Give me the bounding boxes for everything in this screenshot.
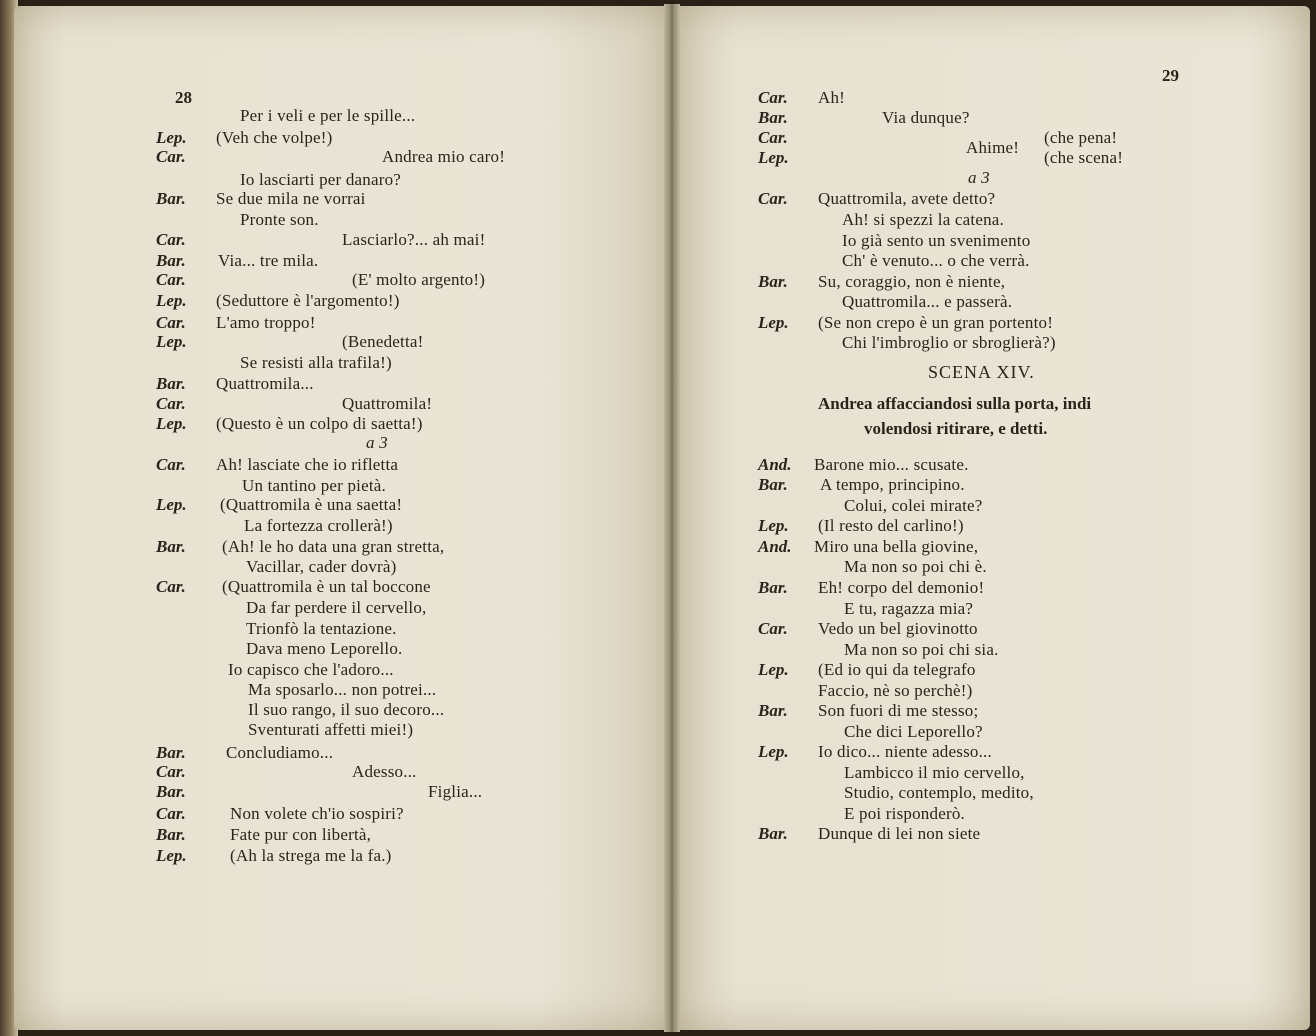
verse-line: Ch' è venuto... o che verrà. <box>842 251 1030 270</box>
verse-line: Lambicco il mio cervello, <box>844 763 1025 782</box>
speaker-label: Lep. <box>156 846 187 865</box>
verse-line: Il suo rango, il suo decoro... <box>248 700 445 719</box>
verse-line: (Se non crepo è un gran portento! <box>818 313 1054 332</box>
speaker-label: Bar. <box>156 782 186 801</box>
verse-line: Vacillar, cader dovrà) <box>246 557 397 576</box>
verse-line: Io dico... niente adesso... <box>818 742 992 761</box>
verse-line: Ah! <box>818 88 846 107</box>
verse-line: a 3 <box>968 168 990 187</box>
verse-line: Figlia... <box>428 782 483 801</box>
speaker-label: Car. <box>156 230 186 249</box>
verse-line: Colui, colei mirate? <box>844 496 983 515</box>
page-number-right: 29 <box>1162 66 1179 85</box>
speaker-label: Bar. <box>156 374 186 393</box>
verse-line: Non volete ch'io sospiri? <box>230 804 404 823</box>
verse-line: (Quattromila è un tal boccone <box>222 577 431 596</box>
verse-line: Quattromila... e passerà. <box>842 292 1013 311</box>
verse-line: E poi risponderò. <box>844 804 965 823</box>
speaker-label: Car. <box>758 619 788 638</box>
speaker-label: Car. <box>156 804 186 823</box>
speaker-label: Lep. <box>758 516 789 535</box>
speaker-label: Lep. <box>156 291 187 310</box>
speaker-label: Car. <box>156 147 186 166</box>
verse-line: Andrea mio caro! <box>382 147 506 166</box>
verse-line: L'amo troppo! <box>216 313 316 332</box>
book-gutter <box>664 4 680 1032</box>
speaker-label: Car. <box>156 270 186 289</box>
speaker-label: Lep. <box>156 128 187 147</box>
verse-line: Dunque di lei non siete <box>818 824 981 843</box>
verse-line: (Benedetta! <box>342 332 424 351</box>
verse-line: (Ah! le ho data una gran stretta, <box>222 537 445 556</box>
verse-line: Sventurati affetti miei!) <box>248 720 414 739</box>
verse-line: (Quattromila è una saetta! <box>220 495 403 514</box>
verse-line: a 3 <box>366 433 388 452</box>
speaker-label: Car. <box>156 394 186 413</box>
speaker-label: Bar. <box>156 825 186 844</box>
speaker-label: Bar. <box>758 701 788 720</box>
speaker-label: Car. <box>758 88 788 107</box>
verse-line: Che dici Leporello? <box>844 722 983 741</box>
speaker-label: Bar. <box>758 578 788 597</box>
speaker-label: Bar. <box>758 272 788 291</box>
verse-line: Ma non so poi chi sia. <box>844 640 999 659</box>
brace-line-1: (che pena! <box>1044 128 1118 147</box>
verse-line: Quattromila! <box>342 394 433 413</box>
speaker-label: Bar. <box>156 743 186 762</box>
speaker-label: Bar. <box>758 475 788 494</box>
verse-line: Adesso... <box>352 762 417 781</box>
verse-line: Quattromila, avete detto? <box>818 189 996 208</box>
verse-line: Vedo un bel giovinotto <box>818 619 978 638</box>
speaker-label: Car. <box>156 313 186 332</box>
verse-line: Io già sento un svenimento <box>842 231 1031 250</box>
speaker-label: Bar. <box>156 189 186 208</box>
verse-line: Fate pur con libertà, <box>230 825 372 844</box>
page-number-left: 28 <box>175 88 192 107</box>
stage-direction-1: Andrea affacciandosi sulla porta, indi <box>818 394 1092 413</box>
verse-line: Barone mio... scusate. <box>814 455 969 474</box>
speaker-label: Lep. <box>156 414 187 433</box>
verse-line: Ah! si spezzi la catena. <box>842 210 1004 229</box>
verse-line: (Veh che volpe!) <box>216 128 333 147</box>
verse-line: Son fuori di me stesso; <box>818 701 979 720</box>
speaker-label: Car. <box>156 455 186 474</box>
verse-line: (E' molto argento!) <box>352 270 486 289</box>
speaker-label: Bar. <box>758 824 788 843</box>
speaker-label: Lep. <box>156 332 187 351</box>
verse-line: Trionfò la tentazione. <box>246 619 397 638</box>
verse-line: Ma non so poi chi è. <box>844 557 987 576</box>
speaker-label: And. <box>758 455 792 474</box>
verse-line: Da far perdere il cervello, <box>246 598 427 617</box>
verse-line: Io capisco che l'adoro... <box>228 660 394 679</box>
speaker-label: Car. <box>758 189 788 208</box>
verse-line: A tempo, principino. <box>820 475 965 494</box>
verse-line: Miro una bella giovine, <box>814 537 979 556</box>
verse-line: Via dunque? <box>882 108 970 127</box>
verse-line: Un tantino per pietà. <box>242 476 386 495</box>
speaker-label: Car. <box>156 762 186 781</box>
verse-line: Ah! lasciate che io rifletta <box>216 455 399 474</box>
verse-line: Dava meno Leporello. <box>246 639 403 658</box>
speaker-label: Lep. <box>758 313 789 332</box>
speaker-label: And. <box>758 537 792 556</box>
verse-line: Quattromila... <box>216 374 314 393</box>
verse-line: (Il resto del carlino!) <box>818 516 964 535</box>
verse-line: Pronte son. <box>240 210 319 229</box>
verse-line: Via... tre mila. <box>218 251 319 270</box>
verse-line: Se resisti alla trafila!) <box>240 353 392 372</box>
verse-line: (Seduttore è l'argomento!) <box>216 291 400 310</box>
speaker-label: Lep. <box>758 742 789 761</box>
speaker-label: Bar. <box>156 251 186 270</box>
stage-direction-2: volendosi ritirare, e detti. <box>864 419 1048 438</box>
speaker-label: Lep. <box>156 495 187 514</box>
verse-line: La fortezza crollerà!) <box>244 516 393 535</box>
verse-line: Ma sposarlo... non potrei... <box>248 680 437 699</box>
verse-line: Io lasciarti per danaro? <box>240 170 402 189</box>
verse-line: Lasciarlo?... ah mai! <box>342 230 486 249</box>
verse-line: Per i veli e per le spille... <box>240 106 416 125</box>
scene-heading: SCENA XIV. <box>928 362 1035 382</box>
speaker-label: Car. <box>156 577 186 596</box>
ahime-text: Ahime! <box>966 138 1020 157</box>
verse-line: (Ah la strega me la fa.) <box>230 846 392 865</box>
verse-line: Studio, contemplo, medito, <box>844 783 1034 802</box>
verse-line: Faccio, nè so perchè!) <box>818 681 973 700</box>
speaker-label: Car. <box>758 128 788 147</box>
verse-line: (Ed io qui da telegrafo <box>818 660 976 679</box>
speaker-label: Lep. <box>758 148 789 167</box>
verse-line: Chi l'imbroglio or sbroglierà?) <box>842 333 1056 352</box>
verse-line: E tu, ragazza mia? <box>844 599 974 618</box>
verse-line: Se due mila ne vorrai <box>216 189 366 208</box>
brace-line-2: (che scena! <box>1044 148 1124 167</box>
verse-line: (Questo è un colpo di saetta!) <box>216 414 423 433</box>
verse-line: Eh! corpo del demonio! <box>818 578 985 597</box>
verse-line: Su, coraggio, non è niente, <box>818 272 1006 291</box>
verse-line: Concludiamo... <box>226 743 334 762</box>
speaker-label: Bar. <box>156 537 186 556</box>
speaker-label: Bar. <box>758 108 788 127</box>
speaker-label: Lep. <box>758 660 789 679</box>
